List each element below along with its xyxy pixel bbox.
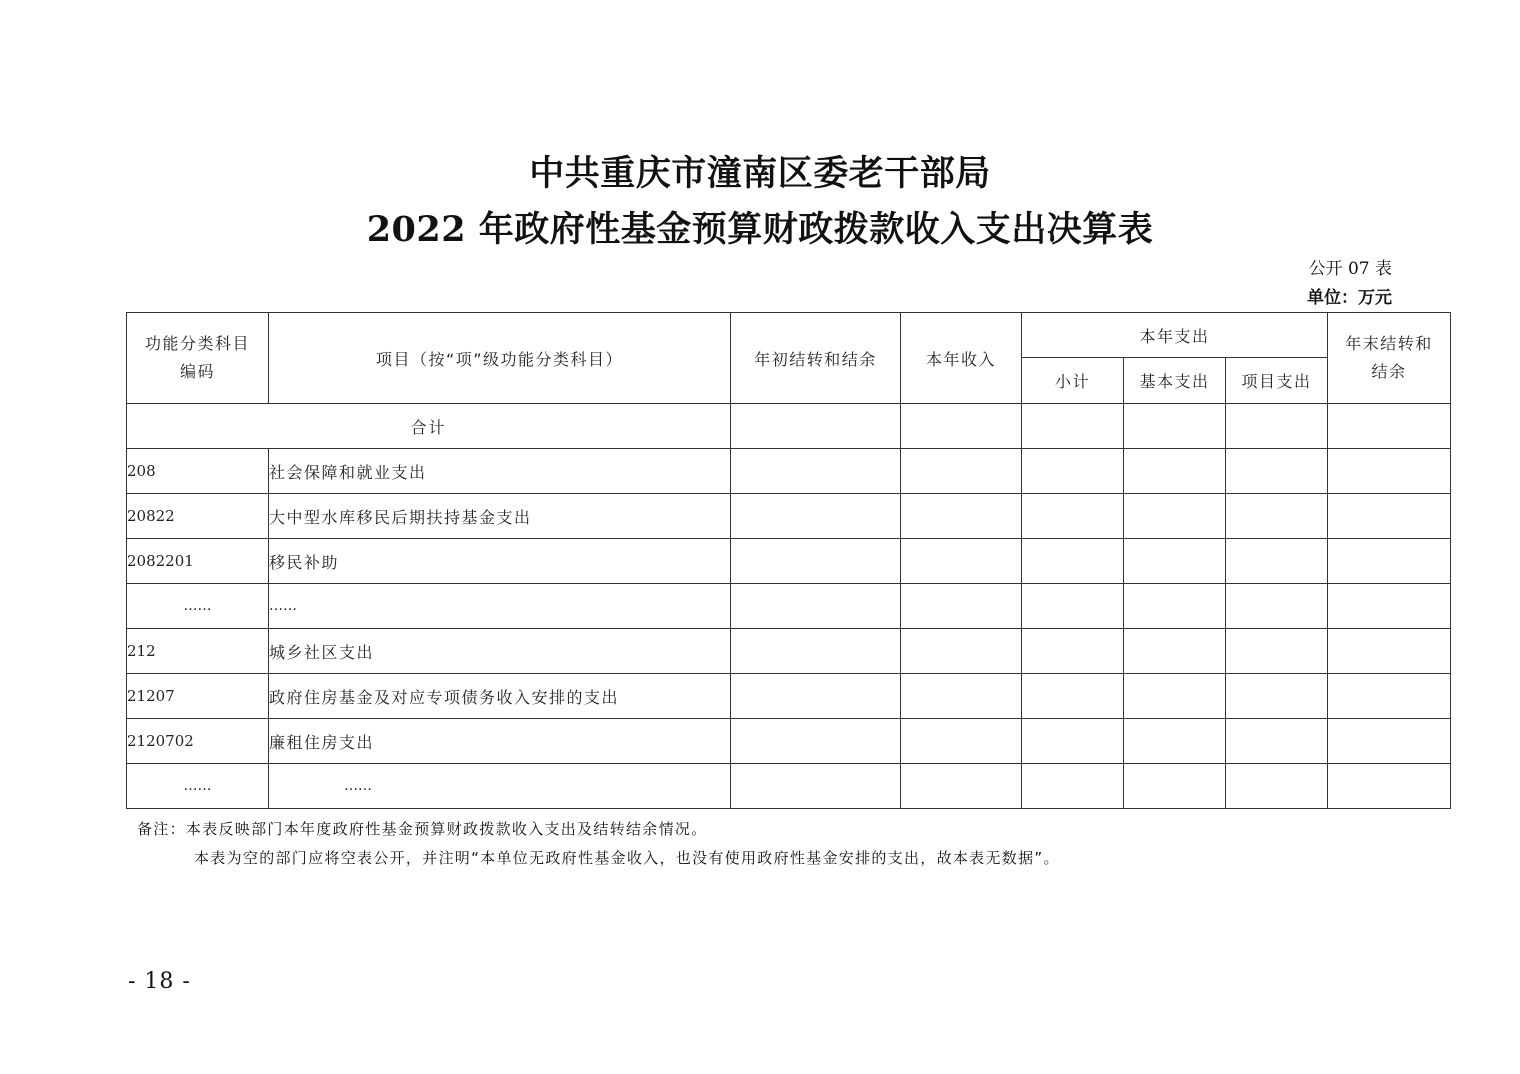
budget-table — [126, 312, 1451, 809]
cell — [1124, 539, 1226, 584]
total-row — [127, 404, 1451, 449]
note-line-1: 备注：本表反映部门本年度政府性基金预算财政拨款收入支出及结转结余情况。 — [137, 820, 708, 838]
cell — [1226, 674, 1328, 719]
table-row — [127, 449, 1451, 494]
cell — [901, 629, 1022, 674]
cell — [1226, 764, 1328, 809]
cell — [1328, 539, 1451, 584]
row-name: 移民补助 — [269, 539, 731, 584]
cell — [901, 494, 1022, 539]
table-row — [127, 584, 1451, 629]
table-row — [127, 674, 1451, 719]
cell — [901, 584, 1022, 629]
cell — [1226, 494, 1328, 539]
total-project-cell — [1226, 404, 1328, 449]
page-number: - 18 - — [128, 969, 191, 994]
row-code: 2082201 — [127, 539, 269, 584]
cell — [731, 629, 901, 674]
table-row — [127, 629, 1451, 674]
cell — [1124, 674, 1226, 719]
header-basic: 基本支出 — [1124, 358, 1226, 404]
row-name: …… — [269, 764, 731, 809]
header-opening-balance: 年初结转和结余 — [731, 313, 901, 404]
note-line-2: 本表为空的部门应将空表公开，并注明“本单位无政府性基金收入，也没有使用政府性基金安排的支出，故本表无数据”。 — [194, 849, 1060, 867]
cell — [1226, 629, 1328, 674]
cell — [1022, 764, 1124, 809]
cell — [1328, 719, 1451, 764]
row-name: …… — [269, 584, 731, 629]
cell — [1226, 719, 1328, 764]
header-subtotal: 小计 — [1022, 358, 1124, 404]
row-name: 城乡社区支出 — [269, 629, 731, 674]
cell — [1124, 764, 1226, 809]
cell — [1124, 719, 1226, 764]
cell — [1124, 494, 1226, 539]
document-subtitle: 2022 年政府性基金预算财政拨款收入支出决算表 — [366, 209, 1154, 250]
row-code: …… — [127, 764, 269, 809]
cell — [1226, 584, 1328, 629]
cell — [1328, 674, 1451, 719]
cell — [1328, 494, 1451, 539]
total-basic-cell — [1124, 404, 1226, 449]
cell — [731, 584, 901, 629]
form-number: 公开 07 表 — [1308, 259, 1392, 279]
cell — [901, 719, 1022, 764]
header-closing-balance: 年末结转和结余 — [1328, 313, 1451, 404]
cell — [1022, 674, 1124, 719]
unit-label: 单位：万元 — [1307, 288, 1392, 308]
document-title: 中共重庆市潼南区委老干部局 — [529, 153, 991, 194]
cell — [901, 449, 1022, 494]
cell — [731, 449, 901, 494]
cell — [1022, 719, 1124, 764]
cell — [1124, 449, 1226, 494]
total-opening-cell — [731, 404, 901, 449]
cell — [731, 719, 901, 764]
cell — [731, 539, 901, 584]
total-label: 合计 — [127, 404, 731, 449]
cell — [1124, 629, 1226, 674]
cell — [1328, 764, 1451, 809]
cell — [1328, 449, 1451, 494]
total-income-cell — [901, 404, 1022, 449]
cell — [731, 494, 901, 539]
table-row — [127, 494, 1451, 539]
cell — [901, 674, 1022, 719]
row-code: …… — [127, 584, 269, 629]
header-expenditure: 本年支出 — [1022, 313, 1328, 358]
row-code: 212 — [127, 629, 269, 674]
row-code: 21207 — [127, 674, 269, 719]
table-row — [127, 539, 1451, 584]
cell — [731, 764, 901, 809]
cell — [731, 674, 901, 719]
row-name: 大中型水库移民后期扶持基金支出 — [269, 494, 731, 539]
header-row-top — [127, 313, 1451, 358]
cell — [1124, 584, 1226, 629]
cell — [1022, 584, 1124, 629]
total-closing-cell — [1328, 404, 1451, 449]
row-name: 廉租住房支出 — [269, 719, 731, 764]
cell — [1226, 539, 1328, 584]
row-code: 2120702 — [127, 719, 269, 764]
table-row — [127, 719, 1451, 764]
cell — [901, 539, 1022, 584]
cell — [1022, 494, 1124, 539]
header-project: 项目支出 — [1226, 358, 1328, 404]
cell — [901, 764, 1022, 809]
cell — [1022, 449, 1124, 494]
row-code: 20822 — [127, 494, 269, 539]
row-code: 208 — [127, 449, 269, 494]
header-item: 项目（按“项”级功能分类科目） — [269, 313, 731, 404]
row-name: 社会保障和就业支出 — [269, 449, 731, 494]
header-code: 功能分类科目编码 — [127, 313, 269, 404]
cell — [1226, 449, 1328, 494]
cell — [1328, 629, 1451, 674]
total-subtotal-cell — [1022, 404, 1124, 449]
header-income: 本年收入 — [901, 313, 1022, 404]
row-name: 政府住房基金及对应专项债务收入安排的支出 — [269, 674, 731, 719]
table-row — [127, 764, 1451, 809]
cell — [1328, 584, 1451, 629]
cell — [1022, 539, 1124, 584]
cell — [1022, 629, 1124, 674]
